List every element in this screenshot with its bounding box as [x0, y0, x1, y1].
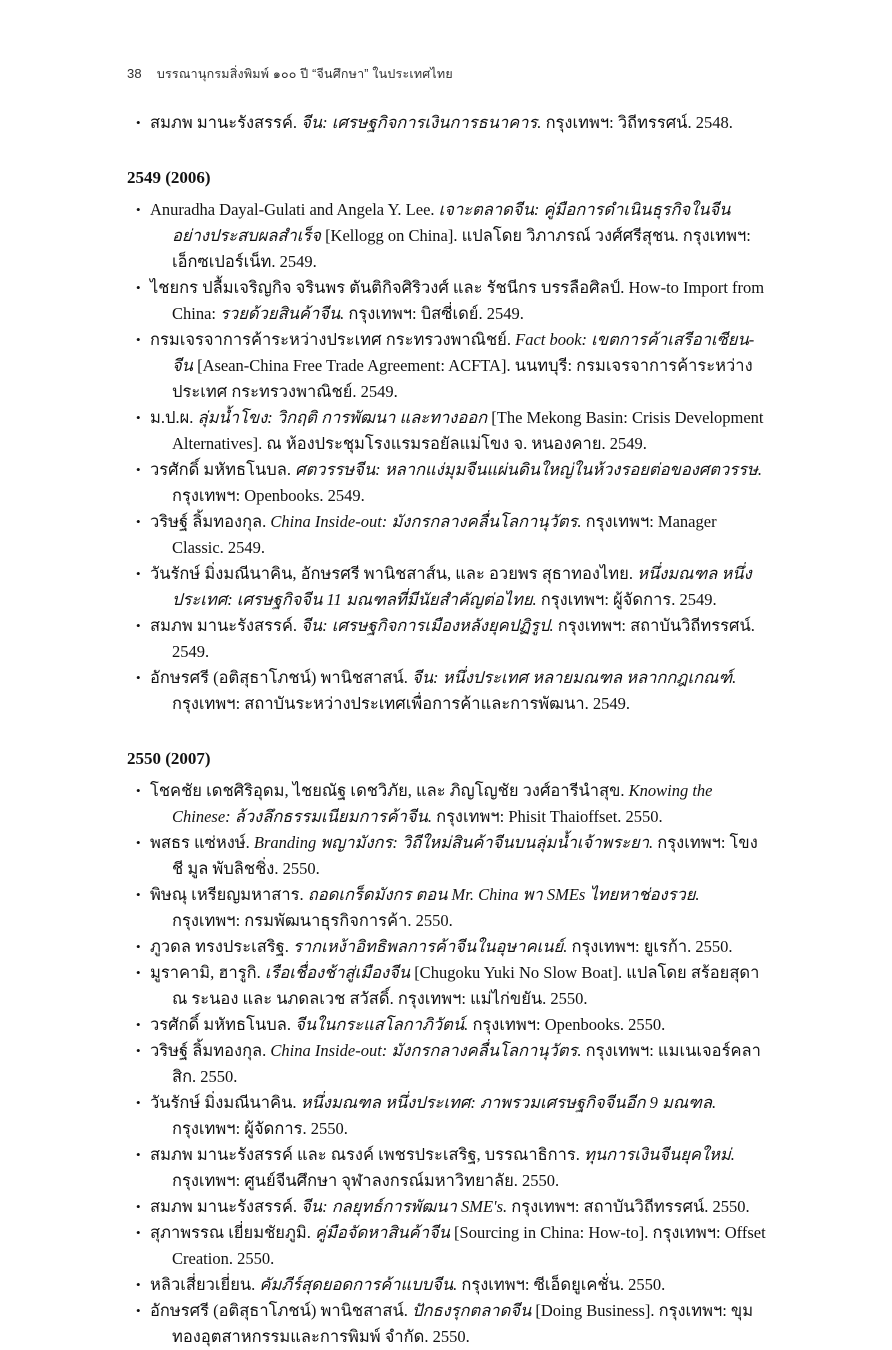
entry-text-run: กรุงเทพฯ: ซีเอ็ดยูเคชั่น. 2550.	[457, 1275, 666, 1294]
entry-title-run: Branding พญามังกร: วิถีใหม่สินค้าจีนบนลุ่มน้ำเจ้าพระยา.	[253, 833, 654, 852]
bullet-icon: •	[136, 965, 141, 980]
entry-text-run: กรุงเทพฯ: Openbooks. 2549.	[172, 486, 365, 505]
bibliography-entry	[127, 1272, 766, 1298]
entry-title-run: รวยด้วยสินค้าจีน.	[220, 304, 345, 323]
entry-text-run: [Doing Business]. กรุงเทพฯ: ขุมทองอุตสาหกรรมและการพิมพ์ จำกัด. 2550.	[172, 1301, 754, 1346]
year-section	[127, 166, 766, 717]
entry-text-run: พสธร แซ่หงษ์.	[150, 833, 254, 852]
bullet-icon: •	[136, 115, 141, 130]
bibliography-entry	[127, 1194, 766, 1220]
entry-title-run: หนึ่งมณฑล หนึ่งประเทศ: ภาพรวมเศรษฐกิจจีนอีก 9 มณฑล.	[300, 1093, 717, 1112]
bullet-icon: •	[136, 1225, 141, 1240]
bibliography-entry	[127, 405, 766, 457]
entry-title-run: ทุนการเงินจีนยุคใหม่.	[584, 1145, 735, 1164]
bullet-icon: •	[136, 280, 141, 295]
entry-title-run: Knowing the Chinese: ล้วงลึกธรรมเนียมการค้าจีน.	[172, 781, 713, 826]
entry-text-run: หลิวเสี่ยวเยี่ยน.	[150, 1275, 260, 1294]
bibliography-entry	[127, 1038, 766, 1090]
entry-text-run: กรุงเทพฯ: กรมพัฒนาธุรกิจการค้า. 2550.	[172, 911, 453, 930]
page-number: 38	[127, 66, 142, 81]
bibliography-entry	[127, 1090, 766, 1142]
bullet-icon: •	[136, 835, 141, 850]
entry-text-run: กรุงเทพฯ: ยูเรก้า. 2550.	[567, 937, 733, 956]
entry-text-run: วริษฐ์ ลิ้มทองกุล.	[150, 1041, 271, 1060]
entry-text-run: กรุงเทพฯ: Manager Classic. 2549.	[172, 512, 717, 557]
bullet-icon: •	[136, 410, 141, 425]
bibliography-entry	[127, 1220, 766, 1272]
bullet-icon: •	[136, 1043, 141, 1058]
bibliography-entry	[127, 561, 766, 613]
entry-text-run: สมภพ มานะรังสรรค์ และ ณรงค์ เพชรประเสริฐ, บรรณาธิการ.	[150, 1145, 585, 1164]
entry-title-run: คู่มือจัดหาสินค้าจีน	[314, 1223, 450, 1242]
entry-text-run: กรุงเทพฯ: แมเนเจอร์คลาสิก. 2550.	[172, 1041, 761, 1086]
bibliography-list	[127, 778, 766, 1350]
entry-text-run: สมภพ มานะรังสรรค์.	[150, 616, 302, 635]
entry-title-run: จีน: เศรษฐกิจการเงินการธนาคาร.	[301, 113, 542, 132]
entry-text-run: กรุงเทพฯ: Openbooks. 2550.	[468, 1015, 666, 1034]
entry-text-run: โชคชัย เดชศิริอุดม, ไชยณัฐ เดชวิภัย, และ ภิญโญชัย วงศ์อารีนำสุข.	[150, 781, 629, 800]
bibliography-entry	[127, 1012, 766, 1038]
entry-title-run: ศตวรรษจีน: หลากแง่มุมจีนแผ่นดินใหญ่ในห้วงรอยต่อของศตวรรษ.	[295, 460, 762, 479]
bibliography-entry	[127, 665, 766, 717]
entry-title-run: หนึ่งมณฑล หนึ่งประเทศ: เศรษฐกิจจีน 11 มณฑลที่มีนัยสำคัญต่อไทย.	[172, 564, 752, 609]
intro-bibliography-list	[127, 110, 766, 136]
entry-text-run: วันรักษ์ มิ่งมณีนาคิน, อักษรศรี พานิชสาส์น, และ อวยพร สุธาทองไทย.	[150, 564, 638, 583]
entry-text-run: วันรักษ์ มิ่งมณีนาคิน.	[150, 1093, 301, 1112]
year-section	[127, 747, 766, 1350]
entry-text-run: กรุงเทพฯ: บิสซี่เดย์. 2549.	[344, 304, 524, 323]
entry-text-run: สมภพ มานะรังสรรค์.	[150, 1197, 302, 1216]
entry-text-run: ภูวดล ทรงประเสริฐ.	[150, 937, 294, 956]
entry-title-run: จีน: หนึ่งประเทศ หลายมณฑล หลากกฎเกณฑ์.	[412, 668, 737, 687]
bibliography-entry	[127, 275, 766, 327]
entry-text-run: วรศักดิ์ มหัทธโนบล.	[150, 1015, 296, 1034]
bibliography-list	[127, 197, 766, 717]
entry-title-run: เรือเชื่องช้าสู่เมืองจีน	[264, 963, 411, 982]
entry-text-run: Anuradha Dayal-Gulati and Angela Y. Lee.	[150, 200, 439, 219]
entry-text-run: ไชยกร ปลื้มเจริญกิจ จรินพร ตันติกิจศิริวงศ์ และ รัชนีกร บรรลือศิลป์. How-to Import from China:	[150, 278, 765, 323]
entry-text-run: กรุงเทพฯ: สถาบันระหว่างประเทศเพื่อการค้าและการพัฒนา. 2549.	[172, 694, 631, 713]
bullet-icon: •	[136, 1303, 141, 1318]
bullet-icon: •	[136, 887, 141, 902]
bibliography-entry	[127, 613, 766, 665]
entry-text-run: ม.ป.ผ.	[150, 408, 198, 427]
bibliography-entry	[127, 197, 766, 275]
entry-text-run: [Chugoku Yuki No Slow Boat]. แปลโดย สร้อยสุดา ณ ระนอง และ นภดลเวช สวัสดิ์. กรุงเทพฯ: แม่ไก่ขยัน. 2550.	[172, 963, 760, 1008]
entry-text-run: [Sourcing in China: How-to]. กรุงเทพฯ: Offset Creation. 2550.	[172, 1223, 766, 1268]
entry-text-run: มูราคามิ, ฮารูกิ.	[150, 963, 265, 982]
bullet-icon: •	[136, 202, 141, 217]
entry-title-run: Fact book: เขตการค้าเสรีอาเซียน-จีน	[172, 330, 755, 375]
entry-text-run: กรุงเทพฯ: สถาบันวิถีทรรศน์. 2549.	[172, 616, 755, 661]
year-sections	[127, 166, 766, 1350]
bibliography-entry	[127, 934, 766, 960]
bibliography-entry	[127, 457, 766, 509]
entry-title-run: จีนในกระแสโลกาภิวัตน์.	[295, 1015, 469, 1034]
bibliography-entry	[127, 327, 766, 405]
entry-text-run: กรุงเทพฯ: ผู้จัดการ. 2549.	[536, 590, 717, 609]
entry-title-run: ปักธงรุกตลาดจีน	[412, 1301, 532, 1320]
entry-title-run: จีน: เศรษฐกิจการเมืองหลังยุคปฏิรูป.	[301, 616, 554, 635]
bullet-icon: •	[136, 514, 141, 529]
entry-text-run: กรุงเทพฯ: Phisit Thaioffset. 2550.	[431, 807, 663, 826]
entry-text-run: อักษรศรี (อติสุธาโภชน์) พานิชสาสน์.	[150, 668, 413, 687]
entry-title-run: China Inside-out: มังกรกลางคลื่นโลกานุวัตร.	[270, 1041, 582, 1060]
bullet-icon: •	[136, 939, 141, 954]
entry-title-run: ลุ่มน้ำโขง: วิกฤติ การพัฒนา และทางออก	[197, 408, 488, 427]
bullet-icon: •	[136, 618, 141, 633]
bibliography-entry	[127, 1298, 766, 1350]
entry-title-run: เจาะตลาดจีน: คู่มือการดำเนินธุรกิจในจีนอย่างประสบผลสำเร็จ	[172, 200, 731, 245]
bullet-icon: •	[136, 1277, 141, 1292]
entry-text-run: วรศักดิ์ มหัทธโนบล.	[150, 460, 296, 479]
section-heading: 2549 (2006)	[127, 168, 211, 187]
entry-text-run: กรุงเทพฯ: วิถีทรรศน์. 2548.	[541, 113, 733, 132]
entry-text-run: สมภพ มานะรังสรรค์.	[150, 113, 302, 132]
bibliography-entry	[127, 778, 766, 830]
entry-text-run: [Asean-China Free Trade Agreement: ACFTA]. นนทบุรี: กรมเจรจาการค้าระหว่างประเทศ กระทรวงพาณิชย์. 2549.	[172, 356, 753, 401]
entry-title-run: คัมภีร์สุดยอดการค้าแบบจีน.	[259, 1275, 458, 1294]
bullet-icon: •	[136, 566, 141, 581]
bibliography-content	[127, 110, 766, 1350]
entry-text-run: กรมเจรจาการค้าระหว่างประเทศ กระทรวงพาณิชย์.	[150, 330, 516, 349]
entry-title-run: ถอดเกร็ดมังกร ตอน Mr. China พา SMEs ไทยหาช่องรวย.	[307, 885, 700, 904]
bibliography-entry	[127, 110, 766, 136]
bibliography-entry	[127, 509, 766, 561]
entry-text-run: วริษฐ์ ลิ้มทองกุล.	[150, 512, 271, 531]
bibliography-entry	[127, 830, 766, 882]
entry-text-run: กรุงเทพฯ: สถาบันวิถีทรรศน์. 2550.	[507, 1197, 750, 1216]
entry-text-run: สุภาพรรณ เยี่ยมชัยภูมิ.	[150, 1223, 315, 1242]
entry-text-run: กรุงเทพฯ: ผู้จัดการ. 2550.	[172, 1119, 348, 1138]
bibliography-entry	[127, 882, 766, 934]
entry-title-run: China Inside-out: มังกรกลางคลื่นโลกานุวัตร.	[270, 512, 582, 531]
section-heading: 2550 (2007)	[127, 749, 211, 768]
bullet-icon: •	[136, 462, 141, 477]
bibliography-entry	[127, 960, 766, 1012]
bullet-icon: •	[136, 1017, 141, 1032]
entry-text-run: [Kellogg on China]. แปลโดย วิภาภรณ์ วงศ์ศรีสุชน. กรุงเทพฯ: เอ็กซเปอร์เน็ท. 2549.	[172, 226, 751, 271]
entry-title-run: รากเหง้าอิทธิพลการค้าจีนในอุษาคเนย์.	[293, 937, 568, 956]
bullet-icon: •	[136, 670, 141, 685]
bullet-icon: •	[136, 1147, 141, 1162]
bibliography-entry	[127, 1142, 766, 1194]
bullet-icon: •	[136, 783, 141, 798]
running-header	[127, 64, 766, 84]
bullet-icon: •	[136, 1095, 141, 1110]
entry-text-run: อักษรศรี (อติสุธาโภชน์) พานิชสาสน์.	[150, 1301, 413, 1320]
bullet-icon: •	[136, 332, 141, 347]
entry-text-run: กรุงเทพฯ: ศูนย์จีนศึกษา จุฬาลงกรณ์มหาวิทยาลัย. 2550.	[172, 1171, 560, 1190]
intro-block	[127, 110, 766, 136]
entry-text-run: [The Mekong Basin: Crisis Development Alternatives]. ณ ห้องประชุมโรงแรมรอยัลแม่โขง จ. หนองคาย. 2549.	[172, 408, 764, 453]
entry-text-run: กรุงเทพฯ: โขง ชี มูล พับลิชชิ่ง. 2550.	[172, 833, 758, 878]
bullet-icon: •	[136, 1199, 141, 1214]
entry-title-run: จีน: กลยุทธ์การพัฒนา SME's.	[301, 1197, 508, 1216]
running-header-title: บรรณานุกรมสิ่งพิมพ์ ๑๐๐ ปี “จีนศึกษา” ในประเทศไทย	[156, 67, 453, 81]
entry-text-run: พิษณุ เหรียญมหาสาร.	[150, 885, 308, 904]
